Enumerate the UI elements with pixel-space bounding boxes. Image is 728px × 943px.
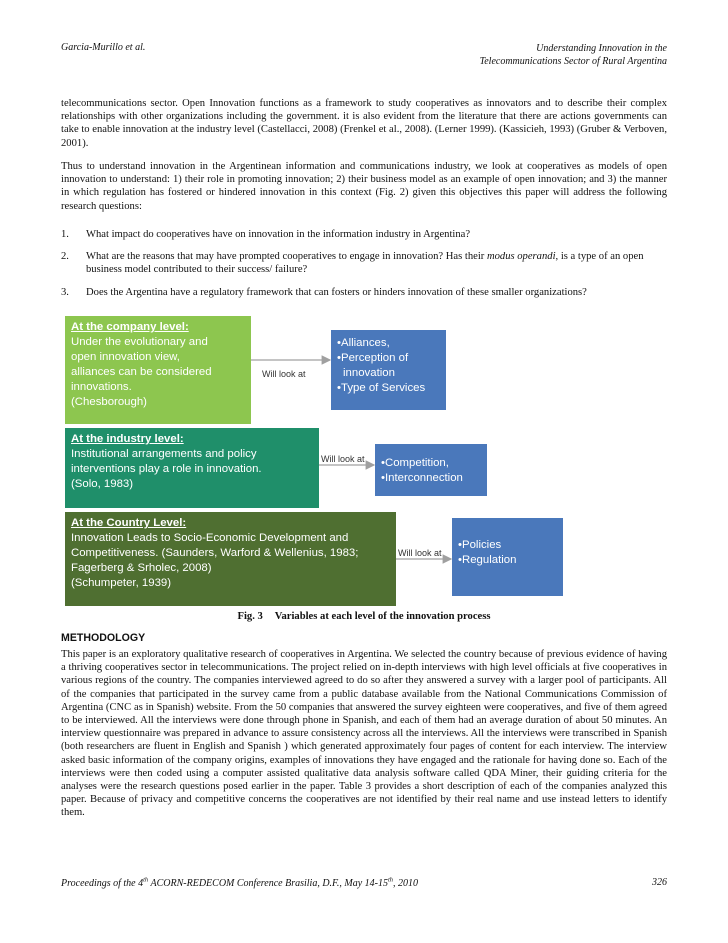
country-targets-box: [452, 518, 563, 596]
question-text: Does the Argentina have a regulatory framework that can fosters or hinders innovation of these smaller organizations?: [86, 287, 587, 298]
research-question-2: [61, 250, 667, 276]
innovation-levels-figure: [65, 316, 665, 606]
target-item: •Regulation: [458, 554, 517, 566]
question-number: 3.: [61, 287, 69, 298]
country-arrow-label: Will look at: [398, 548, 442, 558]
figure-caption-text: Variables at each level of the innovation process: [274, 611, 491, 622]
target-item: •Policies: [458, 539, 502, 551]
target-item: •Interconnection: [381, 472, 463, 484]
target-item: innovation: [343, 367, 395, 379]
page-number: 326: [652, 877, 667, 888]
box-line: Fagerberg & Srholec, 2008): [71, 562, 212, 574]
industry-level-box: [65, 428, 319, 508]
italic-term: modus operandi: [486, 251, 556, 262]
footer-citation: Proceedings of the 4th ACORN-REDECOM Conference Brasilia, D.F., May 14-15th, 2010: [61, 877, 419, 890]
question-number: 2.: [61, 251, 69, 262]
company-arrow-label: Will look at: [262, 369, 306, 379]
page-footer: [61, 877, 667, 889]
box-line: alliances can be considered: [71, 366, 212, 378]
box-line: Institutional arrangements and policy: [71, 448, 257, 460]
company-targets-box: [331, 330, 446, 410]
target-item: •Competition,: [381, 457, 449, 469]
target-item: •Perception of: [337, 352, 409, 364]
running-header-title-line1: Understanding Innovation in the: [536, 43, 667, 54]
box-line: (Chesborough): [71, 396, 147, 408]
box-line: Competitiveness. (Saunders, Warford & Wellenius, 1983;: [71, 547, 359, 559]
methodology-paragraph: This paper is an exploratory qualitative research of cooperatives in Argentina. We selected the country because of previous evidence of having a thriving cooperatives sector in telecommunications. The project relied on in-depth interviews with high level officials at five cooperatives in various regions of the country. The companies interviewed agreed to do so after they answered a survey with a larger pool of participants. All of the companies that participated in the survey came from a public database available from the National Communications Commission of Argentina (CNC as in Spanish) website. From the 50 companies that answered the survey eighteen were cooperatives, and five of them agreed to be interviewed. All the interviews were done through phone in Spanish, and each of them had an average duration of about 50 minutes. An interview questionnaire was prepared in advance to assure consistency across all the interviews. All the interviews were transcribed in Spanish (both researchers are fluent in English and Spanish ) which generated approximately four pages of content for each interview. The interview asked basic information of the company origins, examples of innovations they have engaged and the rationale for having done so. Each of the interviews were then coded using a computer assisted qualitative data analysis software called QDA Miner, their guiding criteria for the analyses were the research questions posed earlier in the paper. Table 3 provides a short description of each of the companies analyzed this paper. Because of privacy and competitive concerns the cooperatives are not identified by their real name and use instead letters to identify them.: [61, 649, 667, 819]
figure-caption-label: Fig. 3: [237, 611, 263, 622]
industry-level-title: At the industry level:: [71, 433, 184, 445]
box-line: interventions play a role in innovation.: [71, 463, 262, 475]
target-item: •Alliances,: [337, 337, 390, 349]
box-line: (Schumpeter, 1939): [71, 577, 172, 589]
target-item: •Type of Services: [337, 382, 426, 394]
question-text: What impact do cooperatives have on innovation in the information industry in Argentina?: [86, 229, 471, 240]
question-text: What are the reasons that may have prompted cooperatives to engage in innovation? Has their modus operandi, is a type of an open business model contributed to their success/ failure?: [86, 251, 644, 276]
industry-arrow-label: Will look at: [321, 454, 365, 464]
running-header-title-line2: Telecommunications Sector of Rural Argentina: [479, 56, 667, 67]
body-paragraph-2: Thus to understand innovation in the Argentinean information and communications industry, we look at cooperatives as models of open innovation to understand: 1) their role in promoting innovation; 2) their business model as an example of open innovation; and 3) the manner in which regulation has fostered or hindered innovation in this context (Fig. 2) given this objectives this paper will address the following research questions:: [61, 161, 667, 212]
box-line: Innovation Leads to Socio-Economic Development and: [71, 532, 349, 544]
research-question-3: [61, 286, 667, 299]
figure-caption: [61, 611, 667, 622]
question-number: 1.: [61, 229, 69, 240]
body-paragraph-1: telecommunications sector. Open Innovation functions as a framework to study cooperatives as innovators and to describe their complex relationships with other organizations including the government. it is also evident from the literature that there are actions governments can take to enable innovation at the industry level (Castellacci, 2008) (Frenkel et al., 2008). (Lerner 1999). (Kassicieh, 1993) (Gruber & Verboven, 2001).: [61, 98, 667, 149]
company-level-title: At the company level:: [71, 321, 189, 333]
box-line: Under the evolutionary and: [71, 336, 208, 348]
country-level-title: At the Country Level:: [71, 517, 187, 529]
section-heading-methodology: METHODOLOGY: [61, 632, 146, 644]
box-line: (Solo, 1983): [71, 478, 134, 490]
country-level-box: [65, 512, 396, 606]
box-line: innovations.: [71, 381, 132, 393]
running-header-title: [480, 42, 667, 68]
running-header-authors: Garcia-Murillo et al.: [61, 42, 146, 53]
research-question-1: [61, 228, 667, 241]
company-level-box: [65, 316, 251, 424]
industry-targets-box: [375, 444, 487, 496]
box-line: open innovation view,: [71, 351, 180, 363]
